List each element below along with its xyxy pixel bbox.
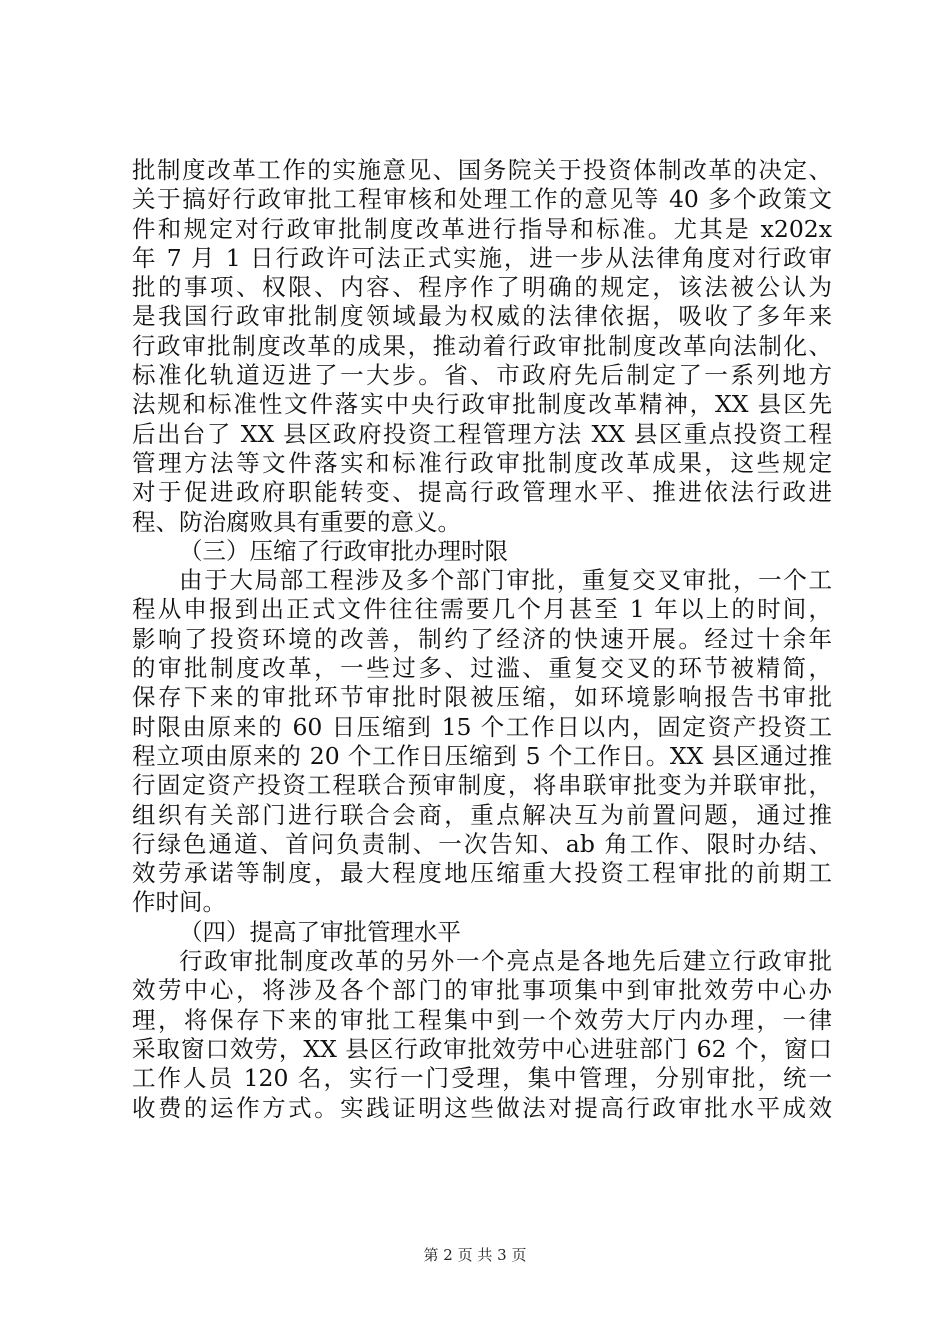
text-line: 件和规定对行政审批制度改革进行指导和标准。尤其是 x202x bbox=[132, 214, 832, 243]
text-line: 批制度改革工作的实施意见、国务院关于投资体制改革的决定、 bbox=[132, 156, 832, 184]
text-line: 时限由原来的 60 日压缩到 15 个工作日以内，固定资产投资工 bbox=[132, 712, 832, 741]
text-line: 对于促进政府职能转变、提高行政管理水平、推进依法行政进 bbox=[132, 478, 832, 507]
page-number-footer: 第 2 页 共 3 页 bbox=[423, 1246, 527, 1264]
text-line: 理，将保存下来的审批工程集中到一个效劳大厅内办理，一律 bbox=[132, 1005, 832, 1034]
text-line: 批的事项、权限、内容、程序作了明确的规定，该法被公认为 bbox=[132, 273, 832, 302]
section-heading: （三）压缩了行政审批办理时限 bbox=[179, 536, 508, 565]
text-line: 影响了投资环境的改善，制约了经济的快速开展。经过十余年 bbox=[132, 624, 832, 653]
text-line: 组织有关部门进行联合会商，重点解决互为前置问题，通过推 bbox=[132, 800, 832, 829]
text-line: 行政审批制度改革的成果，推动着行政审批制度改革向法制化、 bbox=[132, 331, 832, 360]
text-line: 工作人员 120 名，实行一门受理，集中管理，分别审批，统一 bbox=[132, 1064, 832, 1093]
text-line: 后出台了 XX 县区政府投资工程管理方法 XX 县区重点投资工程 bbox=[132, 419, 832, 448]
text-line: 法规和标准性文件落实中央行政审批制度改革精神，XX 县区先 bbox=[132, 390, 832, 419]
text-line: 标准化轨道迈进了一大步。省、市政府先后制定了一系列地方 bbox=[132, 361, 832, 390]
text-line: 行绿色通道、首问负责制、一次告知、ab 角工作、限时办结、 bbox=[132, 829, 832, 858]
text-line: 行政审批制度改革的另外一个亮点是各地先后建立行政审批 bbox=[179, 947, 832, 976]
document-body bbox=[132, 156, 832, 1123]
text-line: 由于大局部工程涉及多个部门审批，重复交叉审批，一个工 bbox=[179, 566, 832, 595]
text-line: 的审批制度改革，一些过多、过滥、重复交叉的环节被精简， bbox=[132, 654, 832, 683]
text-line: 年 7 月 1 日行政许可法正式实施，进一步从法律角度对行政审 bbox=[132, 243, 832, 272]
section-heading: （四）提高了审批管理水平 bbox=[179, 917, 461, 946]
text-line: 效劳承诺等制度，最大程度地压缩重大投资工程审批的前期工 bbox=[132, 859, 832, 888]
text-line: 关于搞好行政审批工程审核和处理工作的意见等 40 多个政策文 bbox=[132, 185, 832, 214]
text-line: 程、防治腐败具有重要的意义。 bbox=[132, 507, 461, 536]
text-line: 程立项由原来的 20 个工作日压缩到 5 个工作日。XX 县区通过推 bbox=[132, 741, 832, 770]
text-line: 管理方法等文件落实和标准行政审批制度改革成果，这些规定 bbox=[132, 448, 832, 477]
text-line: 行固定资产投资工程联合预审制度，将串联审批变为并联审批， bbox=[132, 771, 832, 800]
text-line: 收费的运作方式。实践证明这些做法对提高行政审批水平成效 bbox=[132, 1093, 832, 1122]
text-line: 效劳中心，将涉及各个部门的审批事项集中到审批效劳中心办 bbox=[132, 976, 832, 1005]
text-line: 作时间。 bbox=[132, 888, 226, 917]
text-line: 保存下来的审批环节审批时限被压缩，如环境影响报告书审批 bbox=[132, 683, 832, 712]
text-line: 是我国行政审批制度领域最为权威的法律依据，吸收了多年来 bbox=[132, 302, 832, 331]
text-line: 程从申报到出正式文件往往需要几个月甚至 1 年以上的时间， bbox=[132, 595, 832, 624]
text-line: 采取窗口效劳，XX 县区行政审批效劳中心进驻部门 62 个，窗口 bbox=[132, 1034, 832, 1063]
